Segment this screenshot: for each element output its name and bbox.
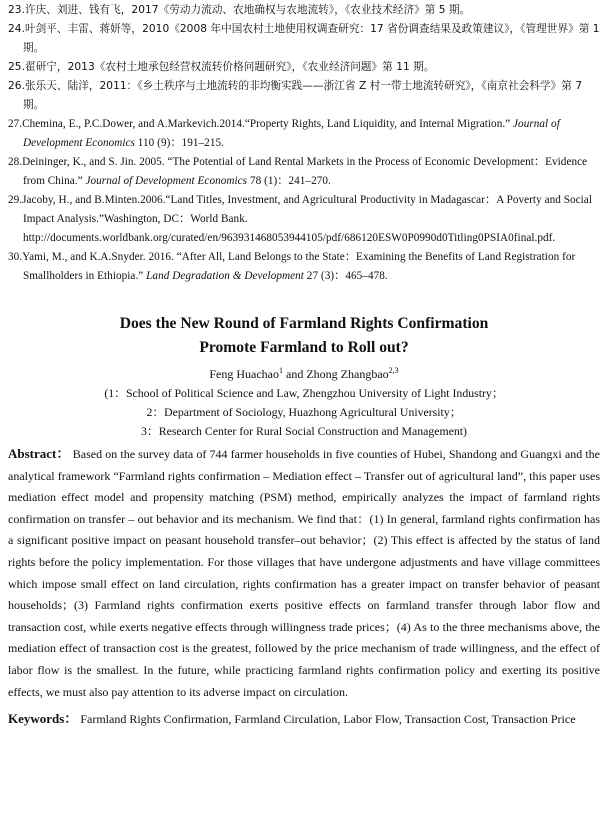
- keywords: [8, 708, 600, 730]
- reference-number: 30.: [8, 251, 23, 263]
- affiliation-line: (1：School of Political Science and Law, Zhengzhou University of Light Industry；: [104, 386, 504, 400]
- reference-number: 23.: [8, 4, 25, 16]
- reference-text: 27 (3)：465–478.: [303, 270, 388, 282]
- reference-text: 翟研宁，2013《农村土地承包经营权流转价格问题研究》，《农业经济问题》第 11 期。: [25, 61, 435, 73]
- journal-name: Journal of Development Economics: [23, 118, 560, 149]
- reference-text: Chemina, E., P.C.Dower, and A.Markevich.2014.“Property Rights, Land Liquidity, and Internal Migration.”: [22, 118, 514, 130]
- author-affiliation-mark: 1: [279, 366, 283, 375]
- paper-title-line-2: Promote Farmland to Roll out?: [199, 339, 409, 356]
- reference-item: [8, 191, 600, 248]
- author-affiliation-mark: 2,3: [388, 366, 399, 375]
- author-line: [8, 361, 600, 384]
- journal-name: Land Degradation & Development: [146, 270, 304, 282]
- reference-text: 110 (9)：191–215.: [134, 137, 224, 149]
- reference-item: [8, 77, 600, 115]
- journal-name: Journal of Development Economics: [85, 175, 248, 187]
- abstract-text: Based on the survey data of 744 farmer households in five counties of Hubei, Shandong and Guangxi and the analytical framework “Farmland rights confirmation – Mediation effect – Transfer out of agricultural land”, this paper uses mediation effect model and propensity matching (PSM) method, empirically analyzes the impact of farmland rights confirmation on transfer – out behavior and its mechanism. We find that：(1) In general, farmland rights confirmation has a significant positive impact on peasant household transfer–out behavior；(2) This effect is affected by the status of land rights before the policy implementation. For those villages that have undergone adjustments and have village committees which impose small effect on land circulation, rights confirmation has a greater impact on transfer behavior of peasant households；(3) Farmland rights confirmation exerts positive effects on farmland transfer through labor flow and transaction cost, while exerts negative effects through willingness trade prices；(4) As to the three mechanisms above, the mediation effect of transaction cost is the greatest, followed by the price mechanism of trade willingness, and the effect of labor flow is the smallest. In the future, while practicing farmland rights confirmation policy and exerting its positive effects, we must also pay attention to its adverse impact on circulation.: [8, 447, 600, 699]
- reference-text: Yami, M., and K.A.Snyder. 2016. “After All, Land Belongs to the State：Examining the Benefits of Land Registration for Smallholders in Ethiopia.”: [22, 251, 576, 282]
- reference-number: 24.: [8, 23, 25, 35]
- reference-item: [8, 58, 600, 77]
- reference-item: [8, 115, 600, 153]
- abstract: [8, 443, 600, 703]
- affiliation-line: 3：Research Center for Rural Social Construction and Management): [141, 424, 467, 438]
- reference-text: 78 (1)：241–270.: [247, 175, 331, 187]
- abstract-label: Abstract：: [8, 446, 70, 461]
- reference-text: Deininger, K., and S. Jin. 2005. “The Potential of Land Rental Markets in the Process of Economic Development：Evidence from China.”: [22, 156, 588, 187]
- paper-title-line-1: Does the New Round of Farmland Rights Confirmation: [119, 315, 489, 332]
- reference-item: [8, 248, 600, 286]
- reference-number: 27.: [8, 118, 23, 130]
- author-conjunction: and: [283, 367, 307, 381]
- reference-text: 张乐天、陆洋，2011：《乡土秩序与土地流转的非均衡实践——浙江省 Z 村一带土地流转研究》，《南京社会科学》第 7 期。: [23, 80, 583, 111]
- reference-text: Jacoby, H., and B.Minten.2006.“Land Titles, Investment, and Agricultural Productivity in Madagascar：A Poverty and Social Impact Analysis.”Washington, DC：World Bank. http://documents.worldbank.org/curated/en/963931468053944105/pdf/686120ESW0P0990d0Titling0PSIA0final.pdf.: [22, 194, 592, 244]
- reference-number: 28.: [8, 156, 23, 168]
- reference-text: 许庆、刘进、钱有飞，2017《劳动力流动、农地确权与农地流转》，《农业技术经济》第 5 期。: [25, 4, 471, 16]
- reference-number: 29.: [8, 194, 23, 206]
- reference-text: 叶剑平、丰雷、蒋妍等，2010《2008 年中国农村土地使用权调查研究：17 省份调查结果及政策建议》，《管理世界》第 1 期。: [23, 23, 600, 54]
- reference-item: [8, 1, 600, 20]
- author-name: Feng Huachao: [209, 367, 279, 381]
- reference-list: [8, 0, 600, 286]
- author-name: Zhong Zhangbao: [306, 367, 389, 381]
- reference-item: [8, 153, 600, 191]
- reference-item: [8, 20, 600, 58]
- affiliation-line: 2：Department of Sociology, Huazhong Agricultural University；: [146, 405, 462, 419]
- reference-number: 25.: [8, 61, 25, 73]
- reference-number: 26.: [8, 80, 25, 92]
- keywords-label: Keywords：: [8, 711, 78, 727]
- keywords-text: Farmland Rights Confirmation, Farmland Circulation, Labor Flow, Transaction Cost, Transaction Price: [77, 712, 576, 727]
